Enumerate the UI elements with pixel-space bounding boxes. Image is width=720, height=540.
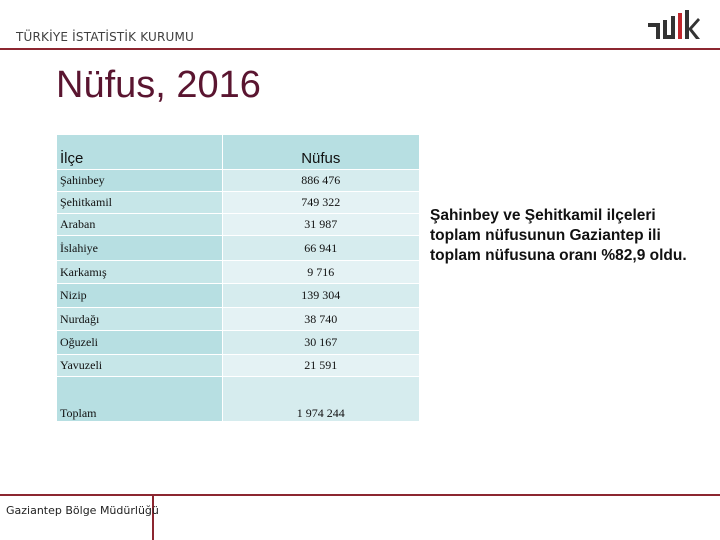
population-cell: 749 322: [222, 192, 419, 214]
column-header-district: İlçe: [57, 135, 223, 170]
table-row: [57, 214, 420, 236]
table-row: [57, 236, 420, 261]
table-row: [57, 331, 420, 355]
table-row: [57, 284, 420, 308]
footer-divider: [0, 494, 720, 496]
population-cell: 139 304: [222, 284, 419, 308]
population-cell: 886 476: [222, 170, 419, 192]
population-cell: 38 740: [222, 308, 419, 331]
total-label-cell: Toplam: [57, 377, 223, 422]
district-cell: Araban: [57, 214, 223, 236]
district-cell: Şahinbey: [57, 170, 223, 192]
population-cell: 30 167: [222, 331, 419, 355]
footer-office-name: Gaziantep Bölge Müdürlüğü: [6, 504, 159, 517]
tuik-logo: [648, 10, 700, 40]
population-cell: 31 987: [222, 214, 419, 236]
district-cell: Oğuzeli: [57, 331, 223, 355]
population-cell: 21 591: [222, 355, 419, 377]
district-cell: Şehitkamil: [57, 192, 223, 214]
table-row: [57, 355, 420, 377]
table-row: [57, 308, 420, 331]
table-total-row: [57, 377, 420, 422]
district-cell: Yavuzeli: [57, 355, 223, 377]
table-row: [57, 170, 420, 192]
organization-name: TÜRKİYE İSTATİSTİK KURUMU: [16, 30, 195, 44]
column-header-population: Nüfus: [222, 135, 419, 170]
population-table: [56, 134, 420, 422]
district-cell: Nizip: [57, 284, 223, 308]
total-value-cell: 1 974 244: [222, 377, 419, 422]
district-cell: Karkamış: [57, 261, 223, 284]
table-row: [57, 261, 420, 284]
population-cell: 9 716: [222, 261, 419, 284]
population-cell: 66 941: [222, 236, 419, 261]
header-divider: [0, 48, 720, 50]
page-title: Nüfus, 2016: [56, 64, 261, 106]
footer-vertical-divider: [152, 494, 154, 540]
district-cell: Nurdağı: [57, 308, 223, 331]
table-row: [57, 192, 420, 214]
district-cell: İslahiye: [57, 236, 223, 261]
summary-note: Şahinbey ve Şehitkamil ilçeleri toplam nüfusunun Gaziantep ili toplam nüfusuna oranı %82,9 oldu.: [430, 207, 687, 264]
table-header-row: [57, 135, 420, 170]
